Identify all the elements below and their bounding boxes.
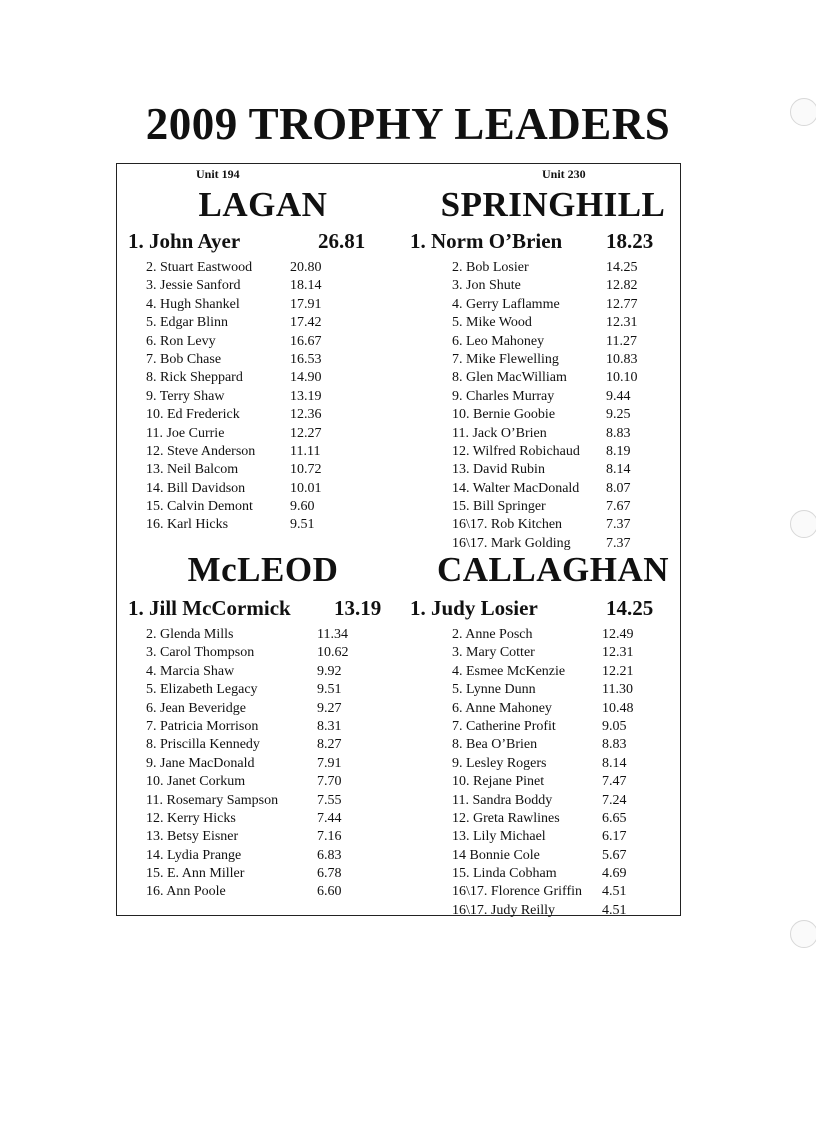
player-score: 12.36: [290, 407, 322, 423]
player-name: 16\17. Mark Golding: [452, 535, 571, 551]
player-score: 12.27: [290, 425, 322, 441]
list-item: [118, 792, 408, 810]
player-name: 9. Lesley Rogers: [452, 755, 547, 771]
player-name: 2. Bob Losier: [452, 260, 529, 275]
list-item: [118, 847, 408, 865]
player-name: 6. Anne Mahoney: [452, 700, 552, 716]
player-name: 14 Bonnie Cole: [452, 847, 540, 863]
player-score: 7.16: [317, 829, 342, 845]
list-item: [118, 443, 408, 461]
player-name: 15. Calvin Demont: [146, 499, 253, 515]
player-score: 18.14: [290, 278, 322, 294]
player-name: 7. Mike Flewelling: [452, 351, 559, 367]
player-name: 11. Sandra Boddy: [452, 792, 553, 808]
player-score: 12.31: [606, 315, 638, 331]
list-item: [118, 498, 408, 516]
player-name: 3. Jon Shute: [452, 278, 521, 294]
player-score: 9.05: [602, 718, 627, 734]
list-item: [118, 736, 408, 754]
player-name: 5. Mike Wood: [452, 315, 532, 331]
player-score: 10.62: [317, 645, 349, 661]
player-score: 6.65: [602, 810, 627, 826]
player-name: 2. Anne Posch: [452, 627, 533, 642]
player-score: 11.27: [606, 333, 637, 349]
player-name: 13. Lily Michael: [452, 829, 546, 845]
player-name: 11. Jack O’Brien: [452, 425, 547, 441]
player-score: 8.14: [606, 462, 631, 478]
list-item: [408, 681, 698, 699]
list-item: [118, 663, 408, 681]
list-item: [408, 498, 698, 516]
player-score: 5.67: [602, 847, 627, 863]
player-name: 4. Hugh Shankel: [146, 296, 240, 312]
list-item: [118, 828, 408, 846]
player-name: 7. Patricia Morrison: [146, 718, 259, 734]
player-name: 3. Carol Thompson: [146, 645, 255, 661]
list-item: [118, 700, 408, 718]
ranking-list: [118, 626, 408, 902]
unit-label: Unit 230: [542, 167, 586, 181]
player-score: 12.77: [606, 296, 638, 312]
list-item: [118, 425, 408, 443]
player-name: 3. Mary Cotter: [452, 645, 535, 661]
list-item: [408, 755, 698, 773]
leader-score: 26.81: [318, 229, 366, 253]
player-score: 10.10: [606, 370, 638, 386]
list-item: [118, 333, 408, 351]
ranking-list: [408, 626, 698, 920]
player-name: 12. Greta Rawlines: [452, 810, 560, 826]
list-item: [408, 351, 698, 369]
player-name: 15. Bill Springer: [452, 499, 546, 515]
player-name: 2. Stuart Eastwood: [146, 260, 253, 275]
player-name: 12. Steve Anderson: [146, 443, 256, 459]
list-item: [118, 681, 408, 699]
list-item: [408, 388, 698, 406]
player-score: 8.31: [317, 718, 342, 734]
player-name: 13. Neil Balcom: [146, 462, 239, 478]
player-score: 4.69: [602, 866, 627, 882]
player-name: 10. Bernie Goobie: [452, 407, 556, 423]
player-score: 9.27: [317, 700, 342, 716]
list-item: [408, 792, 698, 810]
player-score: 9.60: [290, 499, 315, 515]
player-score: 11.30: [602, 682, 633, 698]
player-score: 7.24: [602, 792, 627, 808]
ranking-list: [408, 259, 698, 553]
player-name: 7. Bob Chase: [146, 351, 222, 367]
player-name: 6. Ron Levy: [146, 333, 216, 349]
player-score: 20.80: [290, 260, 322, 275]
player-name: 3. Jessie Sanford: [146, 278, 241, 294]
list-item: [408, 828, 698, 846]
player-name: 10. Ed Frederick: [146, 407, 240, 423]
list-item: [408, 663, 698, 681]
list-item: [118, 773, 408, 791]
player-score: 9.51: [290, 517, 315, 533]
list-item: [408, 773, 698, 791]
section-title: LAGAN: [198, 185, 328, 224]
list-item: [118, 480, 408, 498]
player-name: 6. Jean Beveridge: [146, 700, 246, 716]
player-name: 16\17. Florence Griffin: [452, 884, 582, 900]
player-score: 9.51: [317, 682, 342, 698]
player-name: 8. Glen MacWilliam: [452, 370, 567, 386]
player-score: 6.60: [317, 884, 342, 900]
list-item: [408, 883, 698, 901]
leader-name: 1. Jill McCormick: [128, 596, 291, 620]
leader-score: 18.23: [606, 229, 654, 253]
player-name: 16\17. Rob Kitchen: [452, 517, 563, 533]
page-title: 2009 TROPHY LEADERS: [145, 99, 671, 149]
list-item: [408, 461, 698, 479]
list-item: [118, 314, 408, 332]
list-item: [408, 443, 698, 461]
player-score: 7.67: [606, 499, 631, 515]
player-name: 6. Leo Mahoney: [452, 333, 545, 349]
player-score: 17.42: [290, 315, 322, 331]
list-item: [118, 461, 408, 479]
list-item: [408, 718, 698, 736]
list-item: [408, 736, 698, 754]
player-score: 10.83: [606, 351, 638, 367]
leader-name: 1. Norm O’Brien: [410, 229, 563, 253]
player-name: 5. Lynne Dunn: [452, 682, 536, 698]
section-title: CALLAGHAN: [436, 550, 670, 589]
player-name: 11. Rosemary Sampson: [146, 792, 279, 808]
list-item: [118, 259, 408, 277]
leader-score: 13.19: [334, 596, 382, 620]
punch-hole-bottom: [790, 920, 816, 948]
player-score: 6.78: [317, 866, 342, 882]
punch-hole-middle: [790, 510, 816, 538]
list-item: [408, 902, 698, 920]
list-item: [408, 277, 698, 295]
player-score: 7.91: [317, 755, 342, 771]
player-name: 4. Marcia Shaw: [146, 663, 235, 679]
list-item: [408, 333, 698, 351]
list-item: [408, 314, 698, 332]
list-item: [408, 296, 698, 314]
list-item: [408, 406, 698, 424]
player-score: 11.11: [290, 443, 321, 459]
player-name: 4. Gerry Laflamme: [452, 296, 560, 312]
player-score: 7.37: [606, 535, 631, 551]
list-item: [118, 626, 408, 644]
player-score: 12.21: [602, 663, 634, 679]
player-name: 8. Bea O’Brien: [452, 737, 538, 753]
player-score: 8.83: [602, 737, 627, 753]
player-name: 14. Walter MacDonald: [452, 480, 580, 496]
list-item: [118, 406, 408, 424]
player-score: 9.25: [606, 407, 631, 423]
player-name: 10. Janet Corkum: [146, 774, 246, 790]
list-item: [408, 480, 698, 498]
list-item: [118, 865, 408, 883]
player-name: 15. Linda Cobham: [452, 866, 557, 882]
player-score: 6.83: [317, 847, 342, 863]
player-name: 12. Kerry Hicks: [146, 810, 236, 826]
player-name: 11. Joe Currie: [146, 425, 225, 441]
player-name: 13. Betsy Eisner: [146, 829, 239, 845]
player-name: 13. David Rubin: [452, 462, 545, 478]
list-item: [408, 516, 698, 534]
player-score: 12.82: [606, 278, 638, 294]
player-score: 8.07: [606, 480, 631, 496]
player-name: 14. Bill Davidson: [146, 480, 246, 496]
list-item: [118, 351, 408, 369]
section-title: McLEOD: [187, 550, 339, 589]
player-score: 8.14: [602, 755, 627, 771]
player-score: 14.90: [290, 370, 322, 386]
list-item: [118, 296, 408, 314]
list-item: [118, 718, 408, 736]
list-item: [118, 883, 408, 901]
list-item: [118, 755, 408, 773]
player-name: 5. Edgar Blinn: [146, 315, 229, 331]
player-score: 10.01: [290, 480, 322, 496]
player-score: 12.31: [602, 645, 634, 661]
player-name: 8. Rick Sheppard: [146, 370, 243, 386]
player-name: 2. Glenda Mills: [146, 627, 234, 642]
player-name: 7. Catherine Profit: [452, 718, 556, 734]
list-item: [408, 865, 698, 883]
list-item: [408, 626, 698, 644]
leader-name: 1. Judy Losier: [410, 596, 538, 620]
player-score: 10.72: [290, 462, 322, 478]
leader-score: 14.25: [606, 596, 654, 620]
player-name: 15. E. Ann Miller: [146, 866, 245, 882]
player-score: 16.67: [290, 333, 322, 349]
list-item: [408, 369, 698, 387]
list-item: [408, 700, 698, 718]
list-item: [118, 277, 408, 295]
player-score: 13.19: [290, 388, 322, 404]
player-score: 9.44: [606, 388, 631, 404]
player-name: 14. Lydia Prange: [146, 847, 242, 863]
section-title: SPRINGHILL: [440, 185, 666, 224]
player-name: 16. Karl Hicks: [146, 517, 229, 533]
player-name: 9. Charles Murray: [452, 388, 555, 404]
player-name: 10. Rejane Pinet: [452, 774, 545, 790]
list-item: [118, 810, 408, 828]
player-score: 11.34: [317, 627, 348, 642]
list-item: [118, 369, 408, 387]
list-item: [408, 847, 698, 865]
player-score: 14.25: [606, 260, 638, 275]
list-item: [408, 259, 698, 277]
player-score: 8.27: [317, 737, 342, 753]
list-item: [118, 388, 408, 406]
player-score: 7.44: [317, 810, 342, 826]
player-name: 4. Esmee McKenzie: [452, 663, 566, 679]
unit-label: Unit 194: [196, 167, 240, 181]
player-score: 4.51: [602, 884, 627, 900]
ranking-list: [118, 259, 408, 535]
leader-name: 1. John Ayer: [128, 229, 241, 253]
list-item: [408, 644, 698, 662]
player-score: 7.47: [602, 774, 627, 790]
player-name: 8. Priscilla Kennedy: [146, 737, 260, 753]
player-score: 7.55: [317, 792, 342, 808]
player-score: 9.92: [317, 663, 342, 679]
list-item: [118, 644, 408, 662]
player-score: 17.91: [290, 296, 322, 312]
list-item: [118, 516, 408, 534]
player-name: 16\17. Judy Reilly: [452, 902, 556, 918]
player-score: 7.70: [317, 774, 342, 790]
player-name: 9. Jane MacDonald: [146, 755, 255, 771]
player-score: 4.51: [602, 902, 627, 918]
player-name: 5. Elizabeth Legacy: [146, 682, 258, 698]
player-name: 12. Wilfred Robichaud: [452, 443, 580, 459]
player-score: 16.53: [290, 351, 322, 367]
player-score: 7.37: [606, 517, 631, 533]
player-name: 9. Terry Shaw: [146, 388, 225, 404]
list-item: [408, 425, 698, 443]
player-score: 8.83: [606, 425, 631, 441]
player-score: 12.49: [602, 627, 634, 642]
player-name: 16. Ann Poole: [146, 884, 226, 900]
player-score: 8.19: [606, 443, 631, 459]
player-score: 10.48: [602, 700, 634, 716]
list-item: [408, 810, 698, 828]
player-score: 6.17: [602, 829, 627, 845]
